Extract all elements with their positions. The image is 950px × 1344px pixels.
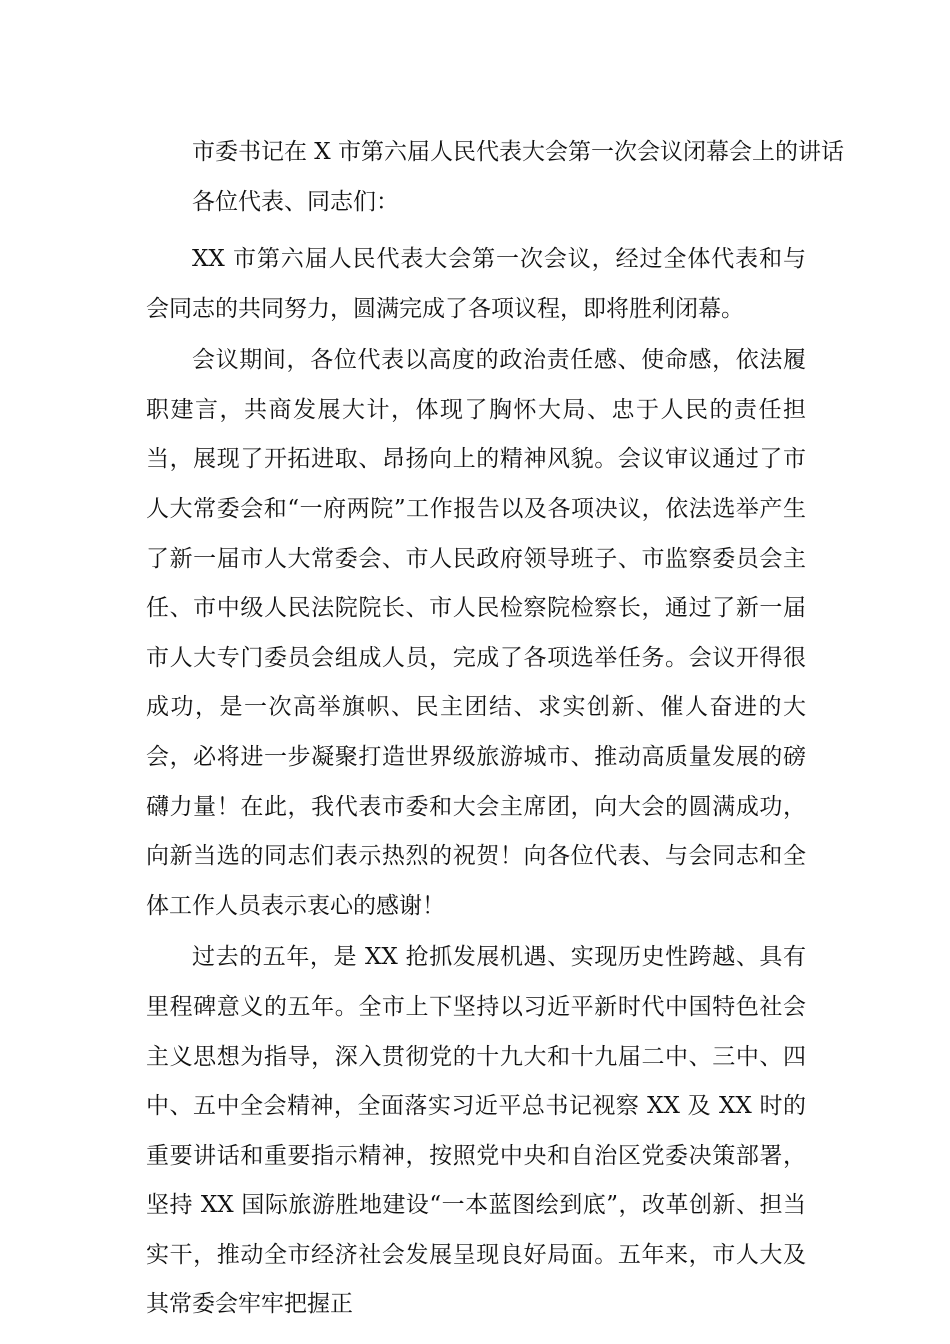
document-title: 市委书记在 X 市第六届人民代表大会第一次会议闭幕会上的讲话 — [192, 139, 844, 165]
document-body — [146, 127, 844, 1330]
paragraph-five-years: 过去的五年，是 XX 抢抓发展机遇、实现历史性跨越、具有里程碑意义的五年。全市上下坚持以习近平新时代中国特色社会主义思想为指导，深入贯彻党的十九大和十九届二中、三中、四中、五中全会精神，全面落实习近平总书记视察 XX 及 XX 时的重要讲话和重要指示精神，按照党中央和自治区党委决策部署，坚持 XX 国际旅游胜地建设“一本蓝图绘到底”，改革创新、担当实干，推动全市经济社会发展呈现良好局面。五年来，市人大及其常委会牢牢把握正 — [146, 944, 806, 1318]
paragraph-meeting-review: 会议期间，各位代表以高度的政治责任感、使命感，依法履职建言，共商发展大计，体现了胸怀大局、忠于人民的责任担当，展现了开拓进取、昂扬向上的精神风貌。会议审议通过了市人大常委会和“一府两院”工作报告以及各项决议，依法选举产生了新一届市人大常委会、市人民政府领导班子、市监察委员会主任、市中级人民法院院长、市人民检察院检察长，通过了新一届市人大专门委员会组成人员，完成了各项选举任务。会议开得很成功，是一次高举旗帜、民主团结、求实创新、催人奋进的大会，必将进一步凝聚打造世界级旅游城市、推动高质量发展的磅礴力量！在此，我代表市委和大会主席团，向大会的圆满成功，向新当选的同志们表示热烈的祝贺！向各位代表、与会同志和全体工作人员表示衷心的感谢！ — [146, 347, 806, 919]
paragraph-opening: XX 市第六届人民代表大会第一次会议，经过全体代表和与会同志的共同努力，圆满完成了各项议程，即将胜利闭幕。 — [146, 246, 806, 322]
salutation: 各位代表、同志们： — [192, 189, 399, 215]
